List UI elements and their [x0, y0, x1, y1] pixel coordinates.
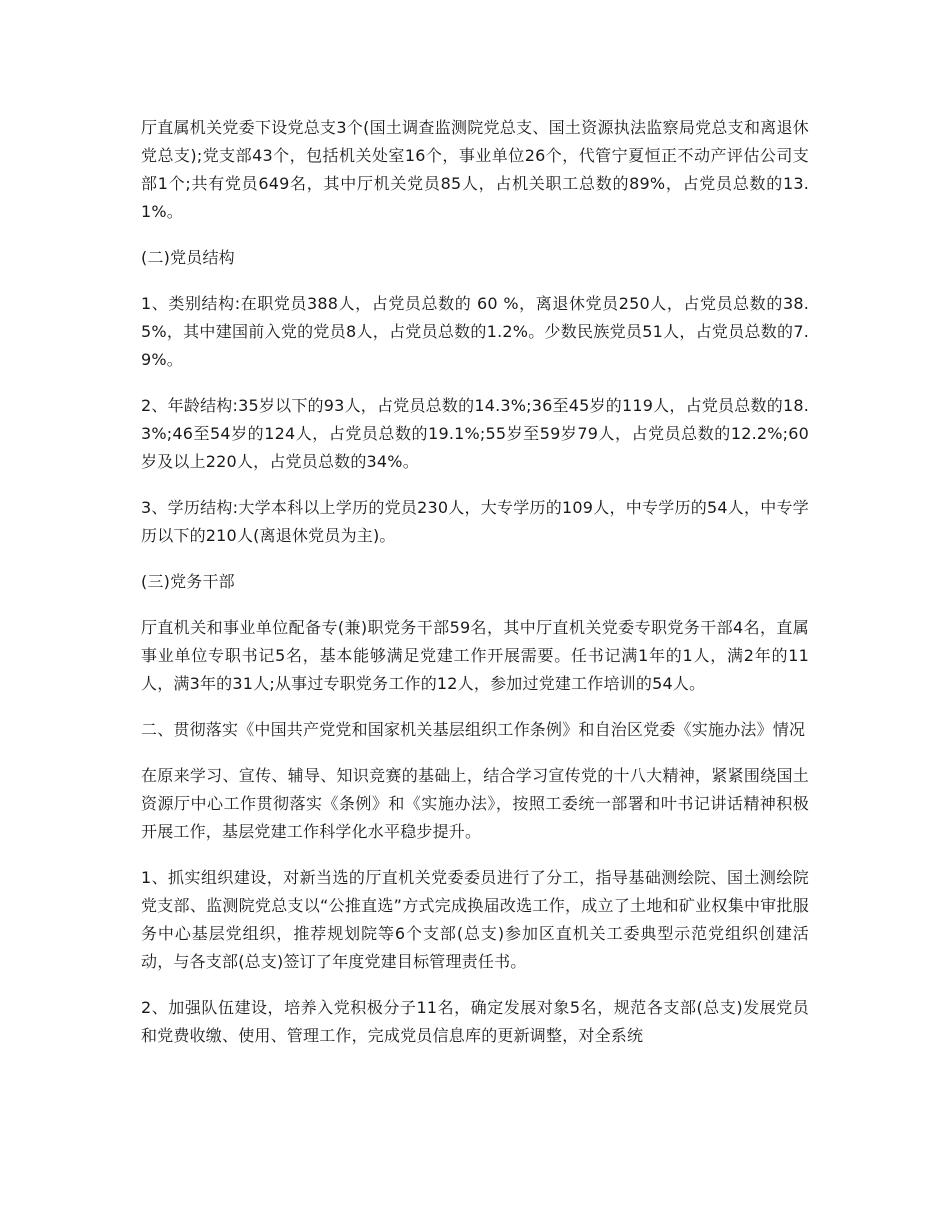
document-page: [141, 114, 809, 1068]
heading-party-cadres: (三)党务干部: [141, 572, 235, 591]
heading-implementation: 二、贯彻落实《中国共产党党和国家机关基层组织工作条例》和自治区党委《实施办法》情况: [141, 720, 806, 739]
paragraph-party-cadres: 厅直机关和事业单位配备专(兼)职党务干部59名，其中厅直机关党委专职党务干部4名，直属事业单位专职书记5名，基本能够满足党建工作开展需要。任书记满1年的1人，满2年的11人，满3年的31人;从事过专职党务工作的12人，参加过党建工作培训的54人。: [141, 618, 809, 693]
paragraph-team-building: 2、加强队伍建设，培养入党积极分子11名，确定发展对象5名，规范各支部(总支)发展党员和党费收缴、使用、管理工作，完成党员信息库的更新调整，对全系统: [141, 998, 809, 1045]
paragraph-education-structure: 3、学历结构:大学本科以上学历的党员230人，大专学历的109人，中专学历的54人，中专学历以下的210人(离退休党员为主)。: [141, 498, 809, 545]
heading-member-structure: (二)党员结构: [141, 248, 235, 267]
paragraph-implementation-intro: 在原来学习、宣传、辅导、知识竞赛的基础上，结合学习宣传党的十八大精神，紧紧围绕国土资源厅中心工作贯彻落实《条例》和《实施办法》，按照工委统一部署和叶书记讲话精神积极开展工作，基层党建工作科学化水平稳步提升。: [141, 766, 809, 841]
paragraph-organization-building: 1、抓实组织建设，对新当选的厅直机关党委委员进行了分工，指导基础测绘院、国土测绘院党支部、监测院党总支以“公推直选”方式完成换届改选工作，成立了土地和矿业权集中审批服务中心基层党组织，推荐规划院等6个支部(总支)参加区直机关工委典型示范党组织创建活动，与各支部(总支)签订了年度党建目标管理责任书。: [141, 868, 809, 971]
paragraph-age-structure: 2、年龄结构:35岁以下的93人，占党员总数的14.3%;36至45岁的119人，占党员总数的18.3%;46至54岁的124人，占党员总数的19.1%;55岁至59岁79人，占党员总数的12.2%;60岁及以上220人，占党员总数的34%。: [141, 396, 809, 471]
paragraph-category-structure: 1、类别结构:在职党员388人，占党员总数的 60 %，离退休党员250人，占党员总数的38.5%，其中建国前入党的党员8人，占党员总数的1.2%。少数民族党员51人，占党员总数的7.9%。: [141, 294, 809, 369]
paragraph-org-overview: 厅直属机关党委下设党总支3个(国土调查监测院党总支、国土资源执法监察局党总支和离退休党总支);党支部43个，包括机关处室16个，事业单位26个，代管宁夏恒正不动产评估公司支部1个;共有党员649名，其中厅机关党员85人，占机关职工总数的89%，占党员总数的13.1%。: [141, 118, 809, 221]
